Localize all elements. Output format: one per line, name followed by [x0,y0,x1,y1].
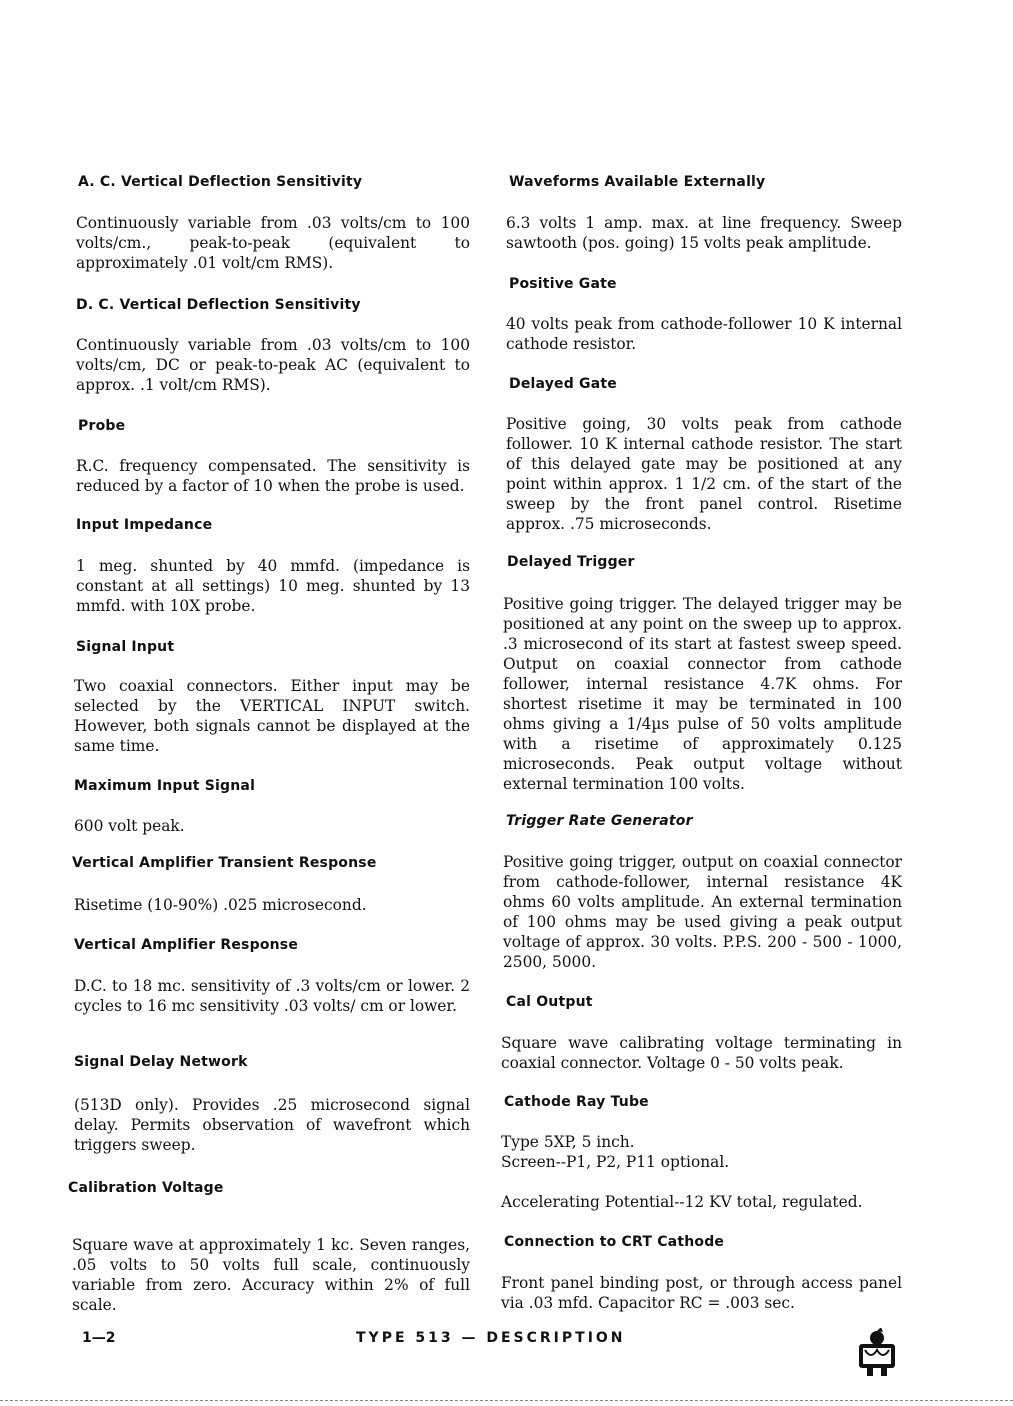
section-body: Type 5XP, 5 inch. [501,1133,635,1151]
section-heading: Positive Gate [509,276,617,292]
section-heading: Trigger Rate Generator [506,813,693,829]
section-heading: Waveforms Available Externally [509,174,766,190]
section-heading: Vertical Amplifier Transient Response [72,855,377,871]
section-heading: Calibration Voltage [68,1180,224,1196]
section-body: 40 volts peak from cathode-follower 10 K internal cathode resistor. [506,315,902,353]
section-heading: Delayed Trigger [507,554,635,570]
section-heading: Maximum Input Signal [74,778,256,794]
section-heading: Delayed Gate [509,376,617,392]
section-body: Continuously variable from .03 volts/cm to 100 volts/cm., peak-to-peak (equivalent to approximately .01 volt/cm RMS). [76,214,470,272]
section-body: Risetime (10-90%) .025 microsecond. [74,896,367,914]
section-heading: Probe [78,418,126,434]
section-heading: Input Impedance [76,517,213,533]
page-footer-title: TYPE 513 — DESCRIPTION [356,1330,626,1346]
section-body: 6.3 volts 1 amp. max. at line frequency. Sweep sawtooth (pos. going) 15 volts peak amplitude. [506,214,902,252]
section-body: Square wave at approximately 1 kc. Seven ranges, .05 volts to 50 volts full scale, continuously variable from zero. Accuracy within 2% of full scale. [72,1236,470,1314]
tektronix-logo-icon [855,1328,899,1378]
section-heading: Connection to CRT Cathode [504,1234,725,1250]
section-body: 600 volt peak. [74,817,185,835]
section-heading: A. C. Vertical Deflection Sensitivity [78,174,363,190]
section-heading: Signal Delay Network [74,1054,248,1070]
section-body: Front panel binding post, or through access panel via .03 mfd. Capacitor RC = .003 sec. [501,1274,902,1312]
section-body: Positive going, 30 volts peak from cathode follower. 10 K internal cathode resistor. The start of this delayed gate may be positioned at any point within approx. 1 1/2 cm. of the start of the sweep by the front panel control. Risetime approx. .75 microseconds. [506,415,902,533]
section-heading: D. C. Vertical Deflection Sensitivity [76,297,361,313]
section-heading: Signal Input [76,639,175,655]
section-body: D.C. to 18 mc. sensitivity of .3 volts/cm or lower. 2 cycles to 16 mc sensitivity .03 volts/ cm or lower. [74,977,470,1015]
section-body: Square wave calibrating voltage terminating in coaxial connector. Voltage 0 - 50 volts peak. [501,1034,902,1072]
section-body: R.C. frequency compensated. The sensitivity is reduced by a factor of 10 when the probe is used. [76,457,470,495]
section-heading: Cathode Ray Tube [504,1094,649,1110]
section-body: Continuously variable from .03 volts/cm to 100 volts/cm, DC or peak-to-peak AC (equivalent to approx. .1 volt/cm RMS). [76,336,470,394]
section-body: Positive going trigger. The delayed trigger may be positioned at any point on the sweep up to approx. .3 microsecond of its start at fastest sweep speed. Output on coaxial connector from cathode follower, internal resistance 4.7K ohms. For shortest risetime it may be terminated in 100 ohms giving a 1/4µs pulse of 50 volts amplitude with a risetime of approximately 0.125 microseconds. Peak output voltage without external termination 100 volts. [503,595,902,793]
section-body: (513D only). Provides .25 microsecond signal delay. Permits observation of wavefront which triggers sweep. [74,1096,470,1154]
bottom-rule [0,1400,1013,1401]
section-body: Two coaxial connectors. Either input may be selected by the VERTICAL INPUT switch. However, both signals cannot be displayed at the same time. [74,677,470,755]
section-heading: Cal Output [506,994,593,1010]
section-body: Screen--P1, P2, P11 optional. [501,1153,730,1171]
section-body: Accelerating Potential--12 KV total, regulated. [501,1193,863,1211]
section-body: 1 meg. shunted by 40 mmfd. (impedance is constant at all settings) 10 meg. shunted by 13 mmfd. with 10X probe. [76,557,470,615]
section-heading: Vertical Amplifier Response [74,937,299,953]
page-number: 1—2 [82,1330,116,1346]
section-body: Positive going trigger, output on coaxial connector from cathode-follower, internal resistance 4K ohms 60 volts amplitude. An external termination of 100 ohms may be used giving a peak output voltage of approx. 30 volts. P.P.S. 200 - 500 - 1000, 2500, 5000. [503,853,902,971]
